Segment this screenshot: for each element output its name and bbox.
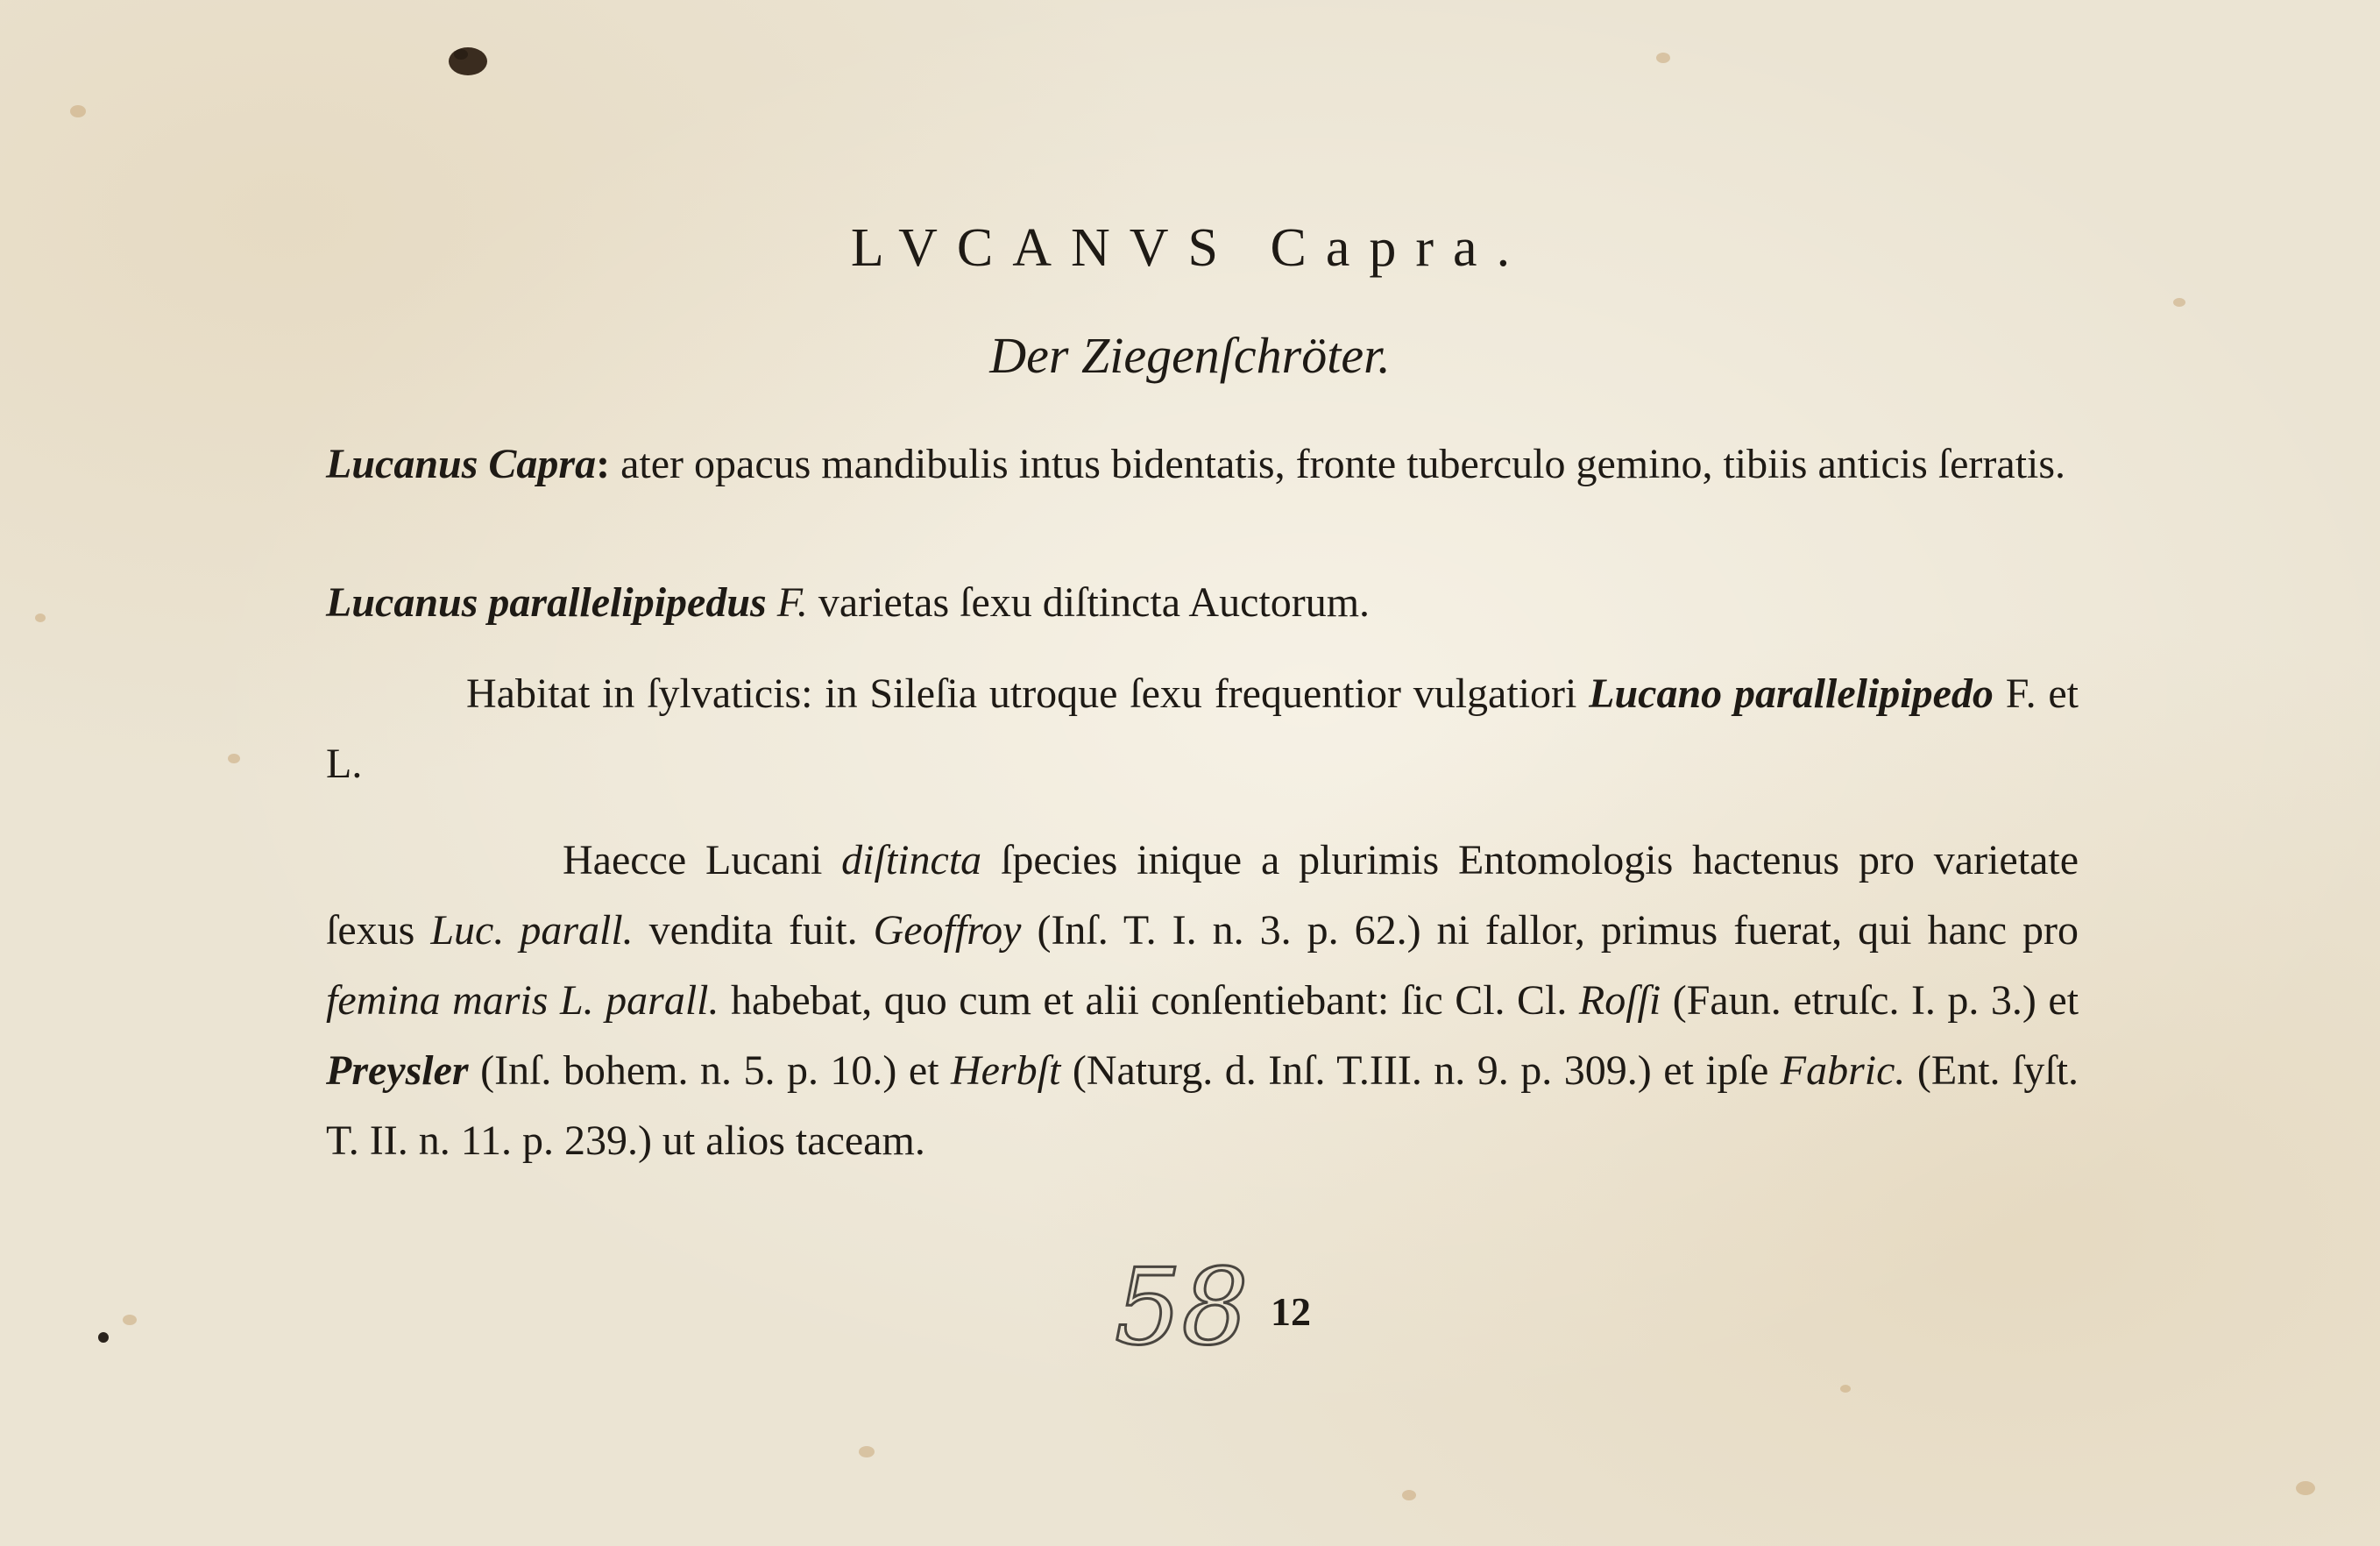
page-subtitle: Der Ziegenſchröter.: [989, 327, 1391, 384]
entry-lucanus-capra: [326, 429, 2079, 500]
text-segment: (Ent. ſyſt. T. II. n. 11. p. 239.) ut alios taceam.: [326, 1047, 2079, 1164]
page-number: 12: [1271, 1289, 1311, 1334]
italic-segment: Luc. parall.: [430, 907, 634, 954]
habitat-end: F. et L.: [326, 670, 2079, 787]
discussion-paragraph: [326, 826, 2079, 1176]
species-description: ater opacus mandibulis intus bidentatis, fronte tuberculo gemino, tibiis anticis ſerratis.: [620, 441, 2066, 487]
text-segment: Haecce Lucani: [563, 837, 823, 883]
text-segment: (Naturg. d. Inſ. T.III. n. 9. p. 309.) et ipſe: [1072, 1047, 1769, 1094]
ink-spot: [442, 39, 494, 82]
author-rossi: Roſſi: [1578, 977, 1661, 1024]
separator: :: [596, 441, 611, 487]
text-segment: habebat, quo cum et alii conſentiebant: ſic Cl. Cl.: [731, 977, 1568, 1024]
page-title: LVCANVS Capra.: [850, 218, 1530, 278]
entry-lucanus-parallelipipedus: [326, 568, 2079, 638]
handwritten-number: [1106, 1243, 1255, 1365]
author-geoffroy: Geoffroy: [873, 907, 1022, 954]
ink-dot: [98, 1332, 109, 1343]
text-segment: (Inſ. T. I. n. 3. p. 62.) ni fallor, primus fuerat, qui hanc pro: [1037, 907, 2079, 954]
author-preysler: Preysler: [326, 1047, 469, 1094]
species-description: varietas ſexu diſtincta Auctorum.: [818, 579, 1371, 626]
text-segment: vendita fuit.: [648, 907, 858, 954]
species-name: Lucanus Capra: [326, 441, 597, 487]
author-fabricius: Fabric.: [1780, 1047, 1906, 1094]
text-segment: (Faun. etruſc. I. p. 3.) et: [1672, 977, 2079, 1024]
text-segment: (Inſ. bohem. n. 5. p. 10.) et: [480, 1047, 939, 1094]
italic-segment: diſtincta: [841, 837, 982, 883]
habitat-species: Lucano parallelipipedo: [1589, 670, 1994, 717]
author-abbrev: F.: [776, 579, 808, 626]
species-name: Lucanus parallelipipedus: [326, 579, 767, 626]
text-segment: ſpecies inique a plurimis Entomologis hactenus pro varietate ſexus: [326, 837, 2079, 954]
handwritten-number-text: 58: [1115, 1247, 1249, 1365]
author-herbst: Herbſt: [951, 1047, 1061, 1094]
italic-segment: femina maris L. parall.: [326, 977, 719, 1024]
habitat-text: Habitat in ſylvaticis: in Sileſia utroque ſexu frequentior vulgatiori: [466, 670, 1577, 717]
habitat-paragraph: [326, 659, 2079, 799]
